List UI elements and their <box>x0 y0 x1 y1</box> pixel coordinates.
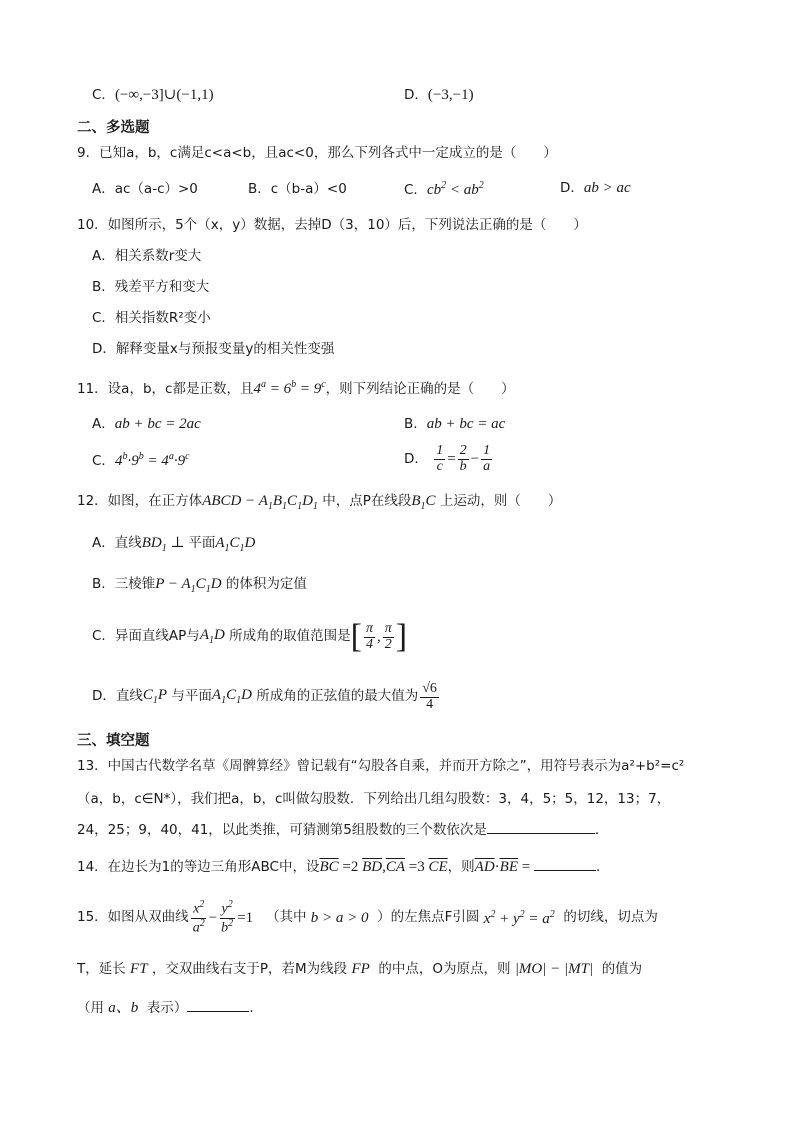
stem-math: a、b <box>108 1000 139 1016</box>
q11-option-b <box>404 417 505 432</box>
fraction: $\frac{1}{a}$ <box>483 443 491 474</box>
stem-text: ． <box>594 822 609 838</box>
option-label: D． <box>560 180 584 196</box>
option-math: ab > ac <box>583 180 631 196</box>
stem-math: FP <box>351 961 370 977</box>
stem-text: 11．设a，b，c都是正数，且 <box>77 381 254 397</box>
q13-line-2: （a，b，c∈N*），我们把a，b，c叫做勾股数．下列给出几组勾股数：3，4，5；5，12，13；7， <box>77 791 671 807</box>
q12-option-b <box>92 577 307 595</box>
stem-math: b > a > 0 <box>310 909 369 926</box>
option-math: ab + bc = ac <box>426 416 506 432</box>
q9-stem: 9．已知a，b，c满足c<a<b，且ac<0，那么下列各式中一定成立的是（ ） <box>77 145 557 161</box>
option-label: B． <box>404 416 427 432</box>
q11-option-d: D． $\frac{1}{c}$ = $\frac{2}{b}$ − $\frac{1}{a}$ <box>404 443 491 474</box>
option-text: 所成角的取值范围是 <box>229 628 351 645</box>
section-heading-fill-in: 三、填空题 <box>77 733 150 749</box>
q15-line-2 <box>77 962 642 977</box>
option-math: $A_1C_1D$ <box>215 535 256 554</box>
option-math: $A_1C_1D$ <box>211 687 252 706</box>
q9-option-c <box>404 181 484 198</box>
stem-text: ）的左焦点F引圆 <box>377 909 480 926</box>
fraction: $\frac{y^2}{b^2}$ <box>221 899 234 936</box>
q10-option-a: A．相关系数r变大 <box>92 248 202 264</box>
option-label: D． <box>404 451 428 468</box>
q10-stem: 10．如图所示，5个（x，y）数据，去掉D（3，10）后，下列说法正确的是（ ） <box>77 217 587 233</box>
q11-option-a <box>92 417 201 432</box>
q12-option-d <box>92 676 441 718</box>
stem-text: 24，25；9，40，41，以此类推，可猜测第5组股数的三个数依次是 <box>77 822 487 838</box>
stem-text: 14．在边长为1的等边三角形ABC中，设 <box>77 859 320 875</box>
stem-text: ，则下列结论正确的是（ ） <box>325 381 515 397</box>
q8-option-c <box>92 88 214 103</box>
option-math: ab + bc = 2ac <box>114 416 201 432</box>
q10-option-d: D．解释变量x与预报变量y的相关性变强 <box>92 341 335 357</box>
option-text: C．异面直线AP与 <box>92 628 200 645</box>
answer-blank[interactable] <box>187 1010 249 1012</box>
q14-stem: 14．在边长为1的等边三角形ABC中，设$\overline{BC} =2$ $\overline{BD},\overline{CA} =3$ $\overline{CE}$，则$\overline{AD}\cdot\overline{BE}$ = . <box>77 859 601 875</box>
stem-math: $x^2 + y^2 = a^2$ <box>483 908 555 927</box>
option-label: C． <box>92 87 115 103</box>
option-math: $A_1D$ <box>199 627 225 646</box>
option-label: C． <box>404 182 427 198</box>
answer-blank[interactable] <box>534 869 596 871</box>
stem-text: （其中 <box>266 909 307 926</box>
fraction: $\frac{x^2}{a^2}$ <box>192 899 205 936</box>
option-math: $4^b\cdot 9^b = 4^a\cdot 9^c$ <box>114 451 190 469</box>
q12-option-a: A．直线$BD_1$ ⊥ 平面$A_1C_1D$ <box>92 535 256 554</box>
q15-line-3 <box>77 1001 263 1016</box>
option-math: $P - A_1C_1D$ <box>155 576 222 595</box>
stem-math: $B_1C$ <box>411 493 436 512</box>
fraction: $\frac{\pi}{2}$ <box>384 620 392 652</box>
fraction: $\frac{\pi}{4}$ <box>365 620 373 652</box>
stem-text: T，延长 <box>77 961 126 977</box>
stem-math: ABCD − $A_1B_1C_1D_1$ <box>202 493 318 512</box>
stem-text: （用 <box>77 1000 104 1016</box>
fraction: $\frac{√6}{4}$ <box>422 680 437 712</box>
section-heading-multiple-choice: 二、多选题 <box>77 120 150 136</box>
stem-math: FT <box>130 961 148 977</box>
stem-text: 的切线，切点为 <box>563 909 658 926</box>
q11-option-c <box>92 452 190 469</box>
option-math: $C_1P$ <box>142 687 168 706</box>
option-text: B．三棱锥 <box>92 576 156 592</box>
option-math: $cb^2 < ab^2$ <box>426 180 484 198</box>
option-text: D．直线 <box>92 688 143 705</box>
stem-text: ，则 <box>447 859 475 875</box>
option-label: C． <box>92 453 115 469</box>
stem-text: 的中点，O为原点，则 <box>378 961 511 977</box>
option-label: A． <box>92 416 115 432</box>
q12-option-c: C．异面直线AP与 $A_1D$ 所成角的取值范围是 [ $\frac{\pi}{4}$ , $\frac{\pi}{2}$ ] <box>92 618 408 655</box>
q12-stem <box>77 494 561 512</box>
q13-line-1: 13．中国古代数学名草《周髀算经》曾记载有“勾股各自乘，并而开方除之”，用符号表示为a²+b²=c² <box>77 758 685 774</box>
fraction: $\frac{1}{c}$ <box>436 443 444 474</box>
q11-stem <box>77 380 515 397</box>
option-text: 的体积为定值 <box>225 576 307 592</box>
option-text: A．直线 <box>92 535 142 551</box>
q10-option-b: B．残差平方和变大 <box>92 279 210 295</box>
option-text: 平面 <box>188 535 216 551</box>
q8-option-d <box>404 88 474 103</box>
stem-math: $4^a = 6^b = 9^c$ <box>253 379 326 397</box>
q9-option-d <box>560 181 631 196</box>
stem-text: . <box>595 859 601 875</box>
q10-option-c: C．相关指数R²变小 <box>92 310 211 326</box>
fraction: $\frac{2}{b}$ <box>459 443 467 474</box>
option-math: (−3,−1) <box>427 87 474 103</box>
stem-text: 的值为 <box>601 961 643 977</box>
q9-option-a: A．ac（a-c）>0 <box>92 181 198 197</box>
stem-math: |MO| − |MT| <box>514 961 594 977</box>
q15-line-1: 15．如图从双曲线 $\frac{x^2}{a^2}$ − $\frac{y^2}{b^2}$ =1 （其中 b > a > 0 ）的左焦点F引圆 $x^2 + y^2 = a^2$ 的切线，切点为 <box>77 899 658 936</box>
option-text: 与平面 <box>171 688 212 705</box>
stem-text: ，交双曲线右支于P，若M为线段 <box>151 961 348 977</box>
stem-text: 12．如图，在正方体 <box>77 493 203 509</box>
q13-line-3 <box>77 824 608 838</box>
stem-text: ． <box>249 1000 263 1016</box>
stem-text: 15．如图从双曲线 <box>77 909 189 926</box>
option-math: $BD_1$ <box>141 535 167 554</box>
stem-text: 上运动，则（ ） <box>439 493 562 509</box>
q9-option-b: B．c（b-a）<0 <box>248 181 347 197</box>
option-label: D． <box>404 87 428 103</box>
answer-blank[interactable] <box>487 832 595 834</box>
option-math: (−∞,−3]∪(−1,1) <box>114 87 214 103</box>
stem-text: 表示） <box>146 1000 188 1016</box>
stem-text: 中，点P在线段 <box>322 493 412 509</box>
option-text: 所成角的正弦值的最大值为 <box>256 688 419 705</box>
